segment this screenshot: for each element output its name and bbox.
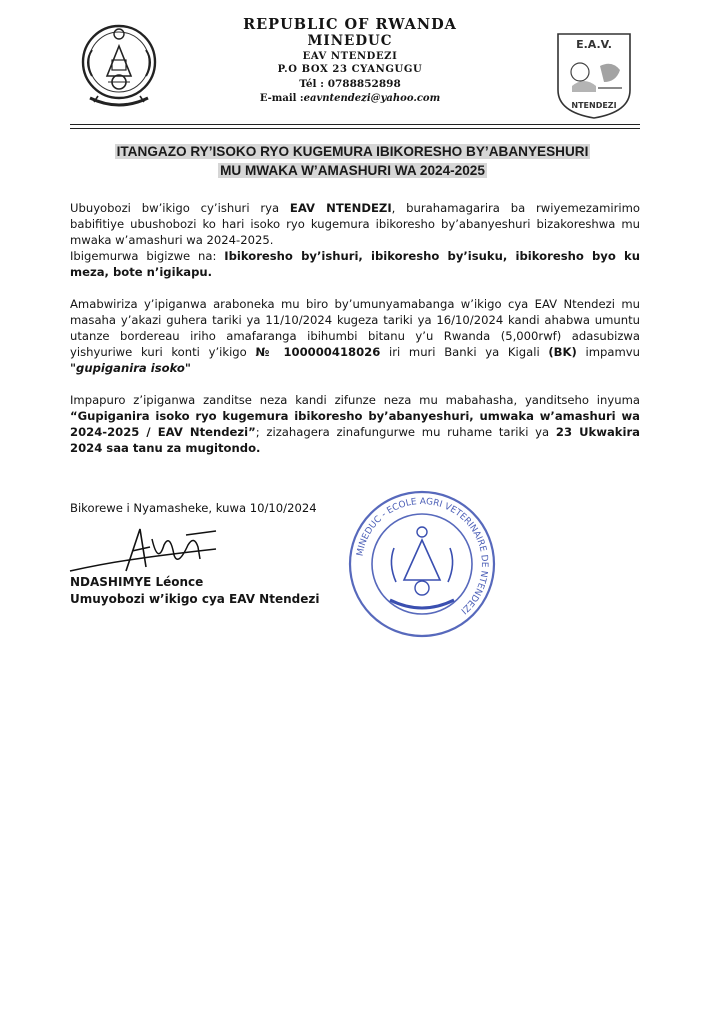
- header-rule-top: [70, 124, 640, 125]
- letterhead: [200, 16, 500, 106]
- title-line-2: MU MWAKA W’AMASHURI WA 2024-2025: [220, 163, 485, 178]
- items-list: Ibikoresho by’ishuri, ibikoresho by’isuku, ibikoresho byo ku meza, bote n’igikapu.: [70, 249, 640, 279]
- items-label: Ibigemurwa bigizwe na:: [70, 249, 225, 263]
- email-label: E-mail :: [259, 93, 304, 104]
- paragraph-items: [70, 248, 640, 280]
- school-name: EAV NTENDEZI: [302, 51, 398, 62]
- intro-text: Ubuyobozi bw’ikigo cy’ishuri rya: [70, 201, 290, 215]
- instructions-text: Amabwiriza y’ipiganwa araboneka mu biro by’umunyamabanga w’ikigo cya EAV Ntendezi mu masaha y’akazi guhera tariki ya 11/10/2024 kugeza tariki ya 16/10/2024 kandi ahabwa umuntu utanze bordereau iriho amafaranga ibihumbi bitanu y’u Rwanda (5,000rwf) adasubizwa yishyuriwe kuri konti y’ikigo: [70, 297, 640, 359]
- place-date: Bikorewe i Nyamasheke, kuwa 10/10/2024: [70, 501, 317, 515]
- submission-text: Impapuro z’ipiganwa zanditse neza kandi zifunze neza mu mabahasha, yanditseho inyuma: [70, 393, 640, 407]
- logo-text-top: E.A.V.: [576, 38, 612, 51]
- official-stamp: [346, 488, 498, 640]
- school-name-bold: EAV NTENDEZI: [289, 201, 392, 215]
- intro-text-cont: , burahamagarira ba rwiyemezamirimo babifitiye ubushobozi ko hari isoko ryo kugemura ibikoresho by’abanyeshuri bizakoreshwa mu mwaka w’amashuri wa 2024-2025.: [70, 201, 640, 247]
- envelope-label: “Gupiganira isoko ryo kugemura ibikoresho by’abanyeshuri, umwaka w’amashuri wa 2024-2025 / EAV Ntendezi”: [70, 409, 640, 439]
- signer-block: [70, 574, 319, 608]
- announcement-body: [70, 200, 640, 456]
- account-number: № 100000418026: [255, 345, 381, 359]
- bank-code: (BK): [548, 345, 577, 359]
- stamp-ring-text: MINEDUC - ECOLE AGRI VETERINAIRE DE NTENDEZI: [355, 496, 490, 616]
- title-line-1: ITANGAZO RY’ISOKO RYO KUGEMURA IBIKORESHO BY’ABANYESHURI: [116, 144, 589, 159]
- bank-text: iri muri Banki ya Kigali: [380, 345, 549, 359]
- opening-text: ; zizahagera zinafungurwe mu ruhame tariki ya: [255, 425, 556, 439]
- payment-reason: "gupiganira isoko": [70, 361, 191, 375]
- email-address: eavntendezi@yahoo.com: [303, 93, 441, 104]
- reason-label: impamvu: [576, 345, 640, 359]
- phone: Tél : 0788852898: [299, 78, 401, 90]
- paragraph-instructions: [70, 296, 640, 376]
- paragraph-intro: [70, 200, 640, 248]
- paragraph-submission: [70, 392, 640, 456]
- email-line: [200, 91, 500, 106]
- signer-name: NDASHIMYE Léonce: [70, 575, 204, 589]
- announcement-title: [60, 142, 645, 180]
- country-name: REPUBLIC OF RWANDA: [243, 16, 457, 33]
- po-box: P.O BOX 23 CYANGUGU: [277, 64, 423, 75]
- ministry-name: MINEDUC: [307, 33, 393, 49]
- coat-of-arms-logo: [78, 16, 160, 116]
- eav-school-logo: [550, 26, 638, 122]
- header-rule-bottom: [70, 128, 640, 129]
- signer-role: Umuyobozi w’ikigo cya EAV Ntendezi: [70, 592, 320, 606]
- opening-date: 23 Ukwakira 2024 saa tanu za mugitondo.: [70, 425, 640, 455]
- logo-text-bottom: NTENDEZI: [571, 101, 617, 110]
